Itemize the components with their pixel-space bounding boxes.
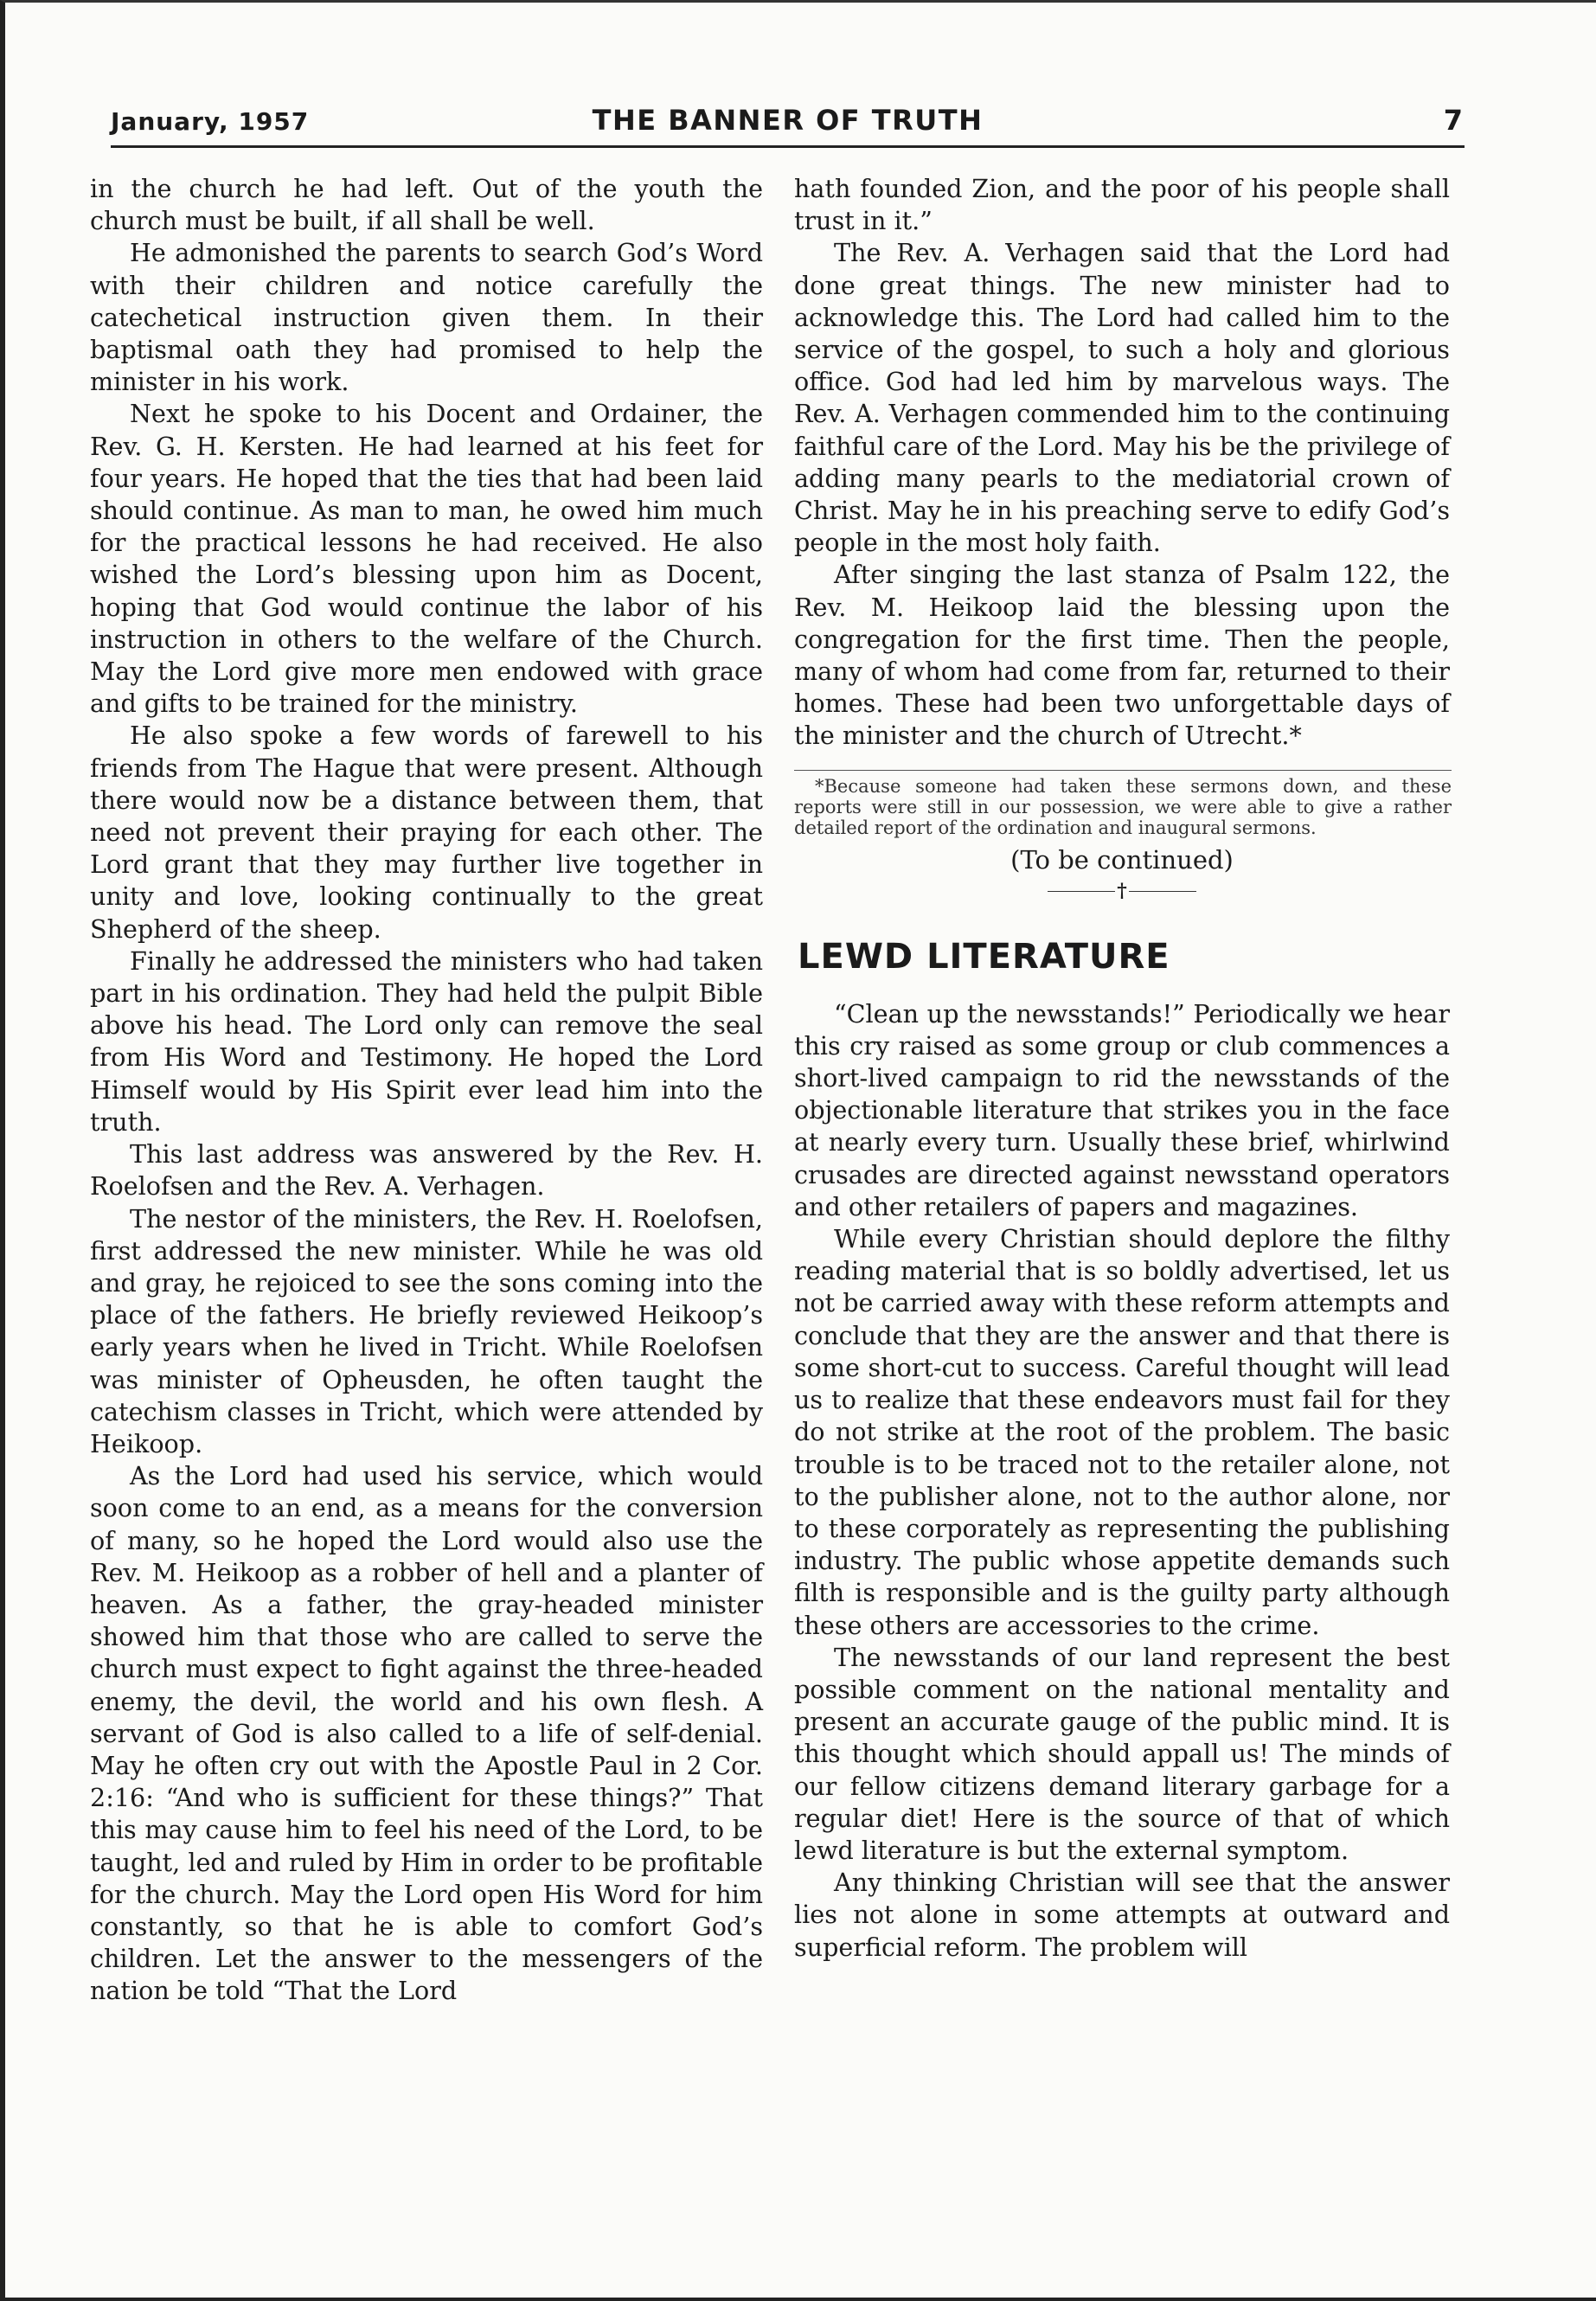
- divider-rule: [1048, 891, 1115, 892]
- paragraph: Next he spoke to his Docent and Ordainer, the Rev. G. H. Kersten. He had learned at his feet for four years. He hoped that the ties that had been laid should continue. As man to man, he owed him much for the practical lessons he had received. He also wished the Lord’s blessing upon him as Docent, hoping that God would continue the labor of his instruction in others to the welfare of the Church. May the Lord give more men endowed with grace and gifts to be trained for the ministry.: [90, 399, 763, 719]
- paragraph: The nestor of the ministers, the Rev. H. Roelofsen, first addressed the new minister. While he was old and gray, he rejoiced to see the sons coming into the place of the fathers. He briefly reviewed Heikoop’s early years when he lived in Tricht. While Roelofsen was minister of Opheusden, he often taught the catechism classes in Tricht, which were attended by Heikoop.: [90, 1203, 763, 1458]
- section-divider: [794, 881, 1450, 901]
- issue-date: January, 1957: [111, 107, 310, 136]
- paragraph: While every Christian should deplore the filthy reading material that is so boldly advertised, let us not be carried away with these reform attempts and conclude that they are the answer and that there is some short-cut to success. Careful thought will lead us to realize that these endeavors must fail for they do not strike at the root of the problem. The basic trouble is to be traced not to the retailer alone, not to the publisher alone, not to the author alone, nor to these corporately as representing the publishing industry. The public whose appetite demands such filth is responsible and is the guilty party although these others are accessories to the crime.: [794, 1224, 1450, 1640]
- footnote: *Because someone had taken these sermons down, and these reports were still in our possession, we were able to give a rather detailed report of the ordination and inaugural sermons.: [794, 770, 1452, 838]
- paragraph: Any thinking Christian will see that the answer lies not alone in some attempts at outward and superficial reform. The problem will: [794, 1868, 1450, 1962]
- paragraph: Finally he addressed the ministers who had taken part in his ordination. They had held the pulpit Bible above his head. The Lord only can remove the seal from His Word and Testimony. He hoped the Lord Himself would by His Spirit ever lead him into the truth.: [90, 945, 763, 1137]
- section-title: LEWD LITERATURE: [798, 936, 1170, 977]
- left-column: [90, 173, 763, 2008]
- page-number: 7: [1443, 104, 1463, 137]
- paragraph: The newsstands of our land represent the best possible comment on the national mentality and present an accurate gauge of the public mind. It is this thought which should appall us! The minds of our fellow citizens demand literary garbage for a regular diet! Here is the source of that of which lewd literature is but the external symptom.: [794, 1642, 1450, 1865]
- paragraph: The Rev. A. Verhagen said that the Lord had done great things. The new minister had to acknowledge this. The Lord had called him to the service of the gospel, to such a holy and glorious office. God had led him by marvelous ways. The Rev. A. Verhagen commended him to the continuing faithful care of the Lord. May his be the privilege of adding many pearls to the mediatorial crown of Christ. May he in his preaching serve to edify God’s people in the most holy faith.: [794, 238, 1450, 558]
- dagger-glyph: †: [1117, 879, 1127, 902]
- paragraph: After singing the last stanza of Psalm 122, the Rev. M. Heikoop laid the blessing upon the congregation for the first time. Then the people, many of whom had come from far, returned to their homes. These had been two unforgettable days of the minister and the church of Utrecht.*: [794, 560, 1450, 751]
- paragraph: hath founded Zion, and the poor of his people shall trust in it.”: [794, 174, 1450, 236]
- paragraph: in the church he had left. Out of the youth the church must be built, if all shall be well.: [90, 174, 763, 236]
- paragraph: “Clean up the newsstands!” Periodically we hear this cry raised as some group or club commences a short-lived campaign to rid the newsstands of the objectionable literature that strikes you in the face at nearly every turn. Usually these brief, whirlwind crusades are directed against newsstand operators and other retailers of papers and magazines.: [794, 998, 1450, 1221]
- paragraph: This last address was answered by the Rev. H. Roelofsen and the Rev. A. Verhagen.: [90, 1139, 763, 1202]
- right-column: [794, 173, 1450, 1964]
- divider-rule: [1129, 891, 1196, 892]
- publication-title: THE BANNER OF TRUTH: [592, 104, 984, 137]
- paragraph: He also spoke a few words of farewell to his friends from The Hague that were present. Although there would now be a distance between them, that need not prevent their praying for each other. The Lord grant that they may further live together in unity and love, looking continually to the great Shepherd of the sheep.: [90, 721, 763, 944]
- page-header: [111, 102, 1465, 148]
- to-be-continued: (To be continued): [1010, 844, 1234, 875]
- paragraph: As the Lord had used his service, which would soon come to an end, as a means for the conversion of many, so he hoped the Lord would also use the Rev. M. Heikoop as a robber of hell and a planter of heaven. As a father, the gray-headed minister showed him that those who are called to serve the church must expect to fight against the three-headed enemy, the devil, the world and his own flesh. A servant of God is also called to a life of self-denial. May he often cry out with the Apostle Paul in 2 Cor. 2:16: “And who is sufficient for these things?” That this may cause him to feel his need of the Lord, to be taught, led and ruled by Him in order to be profitable for the church. May the Lord open His Word for him constantly, so that he is able to comfort God’s children. Let the answer to the messengers of the nation be told “That the Lord: [90, 1461, 763, 2006]
- paragraph: He admonished the parents to search God’s Word with their children and notice carefully the catechetical instruction given them. In their baptismal oath they had promised to help the minister in his work.: [90, 238, 763, 397]
